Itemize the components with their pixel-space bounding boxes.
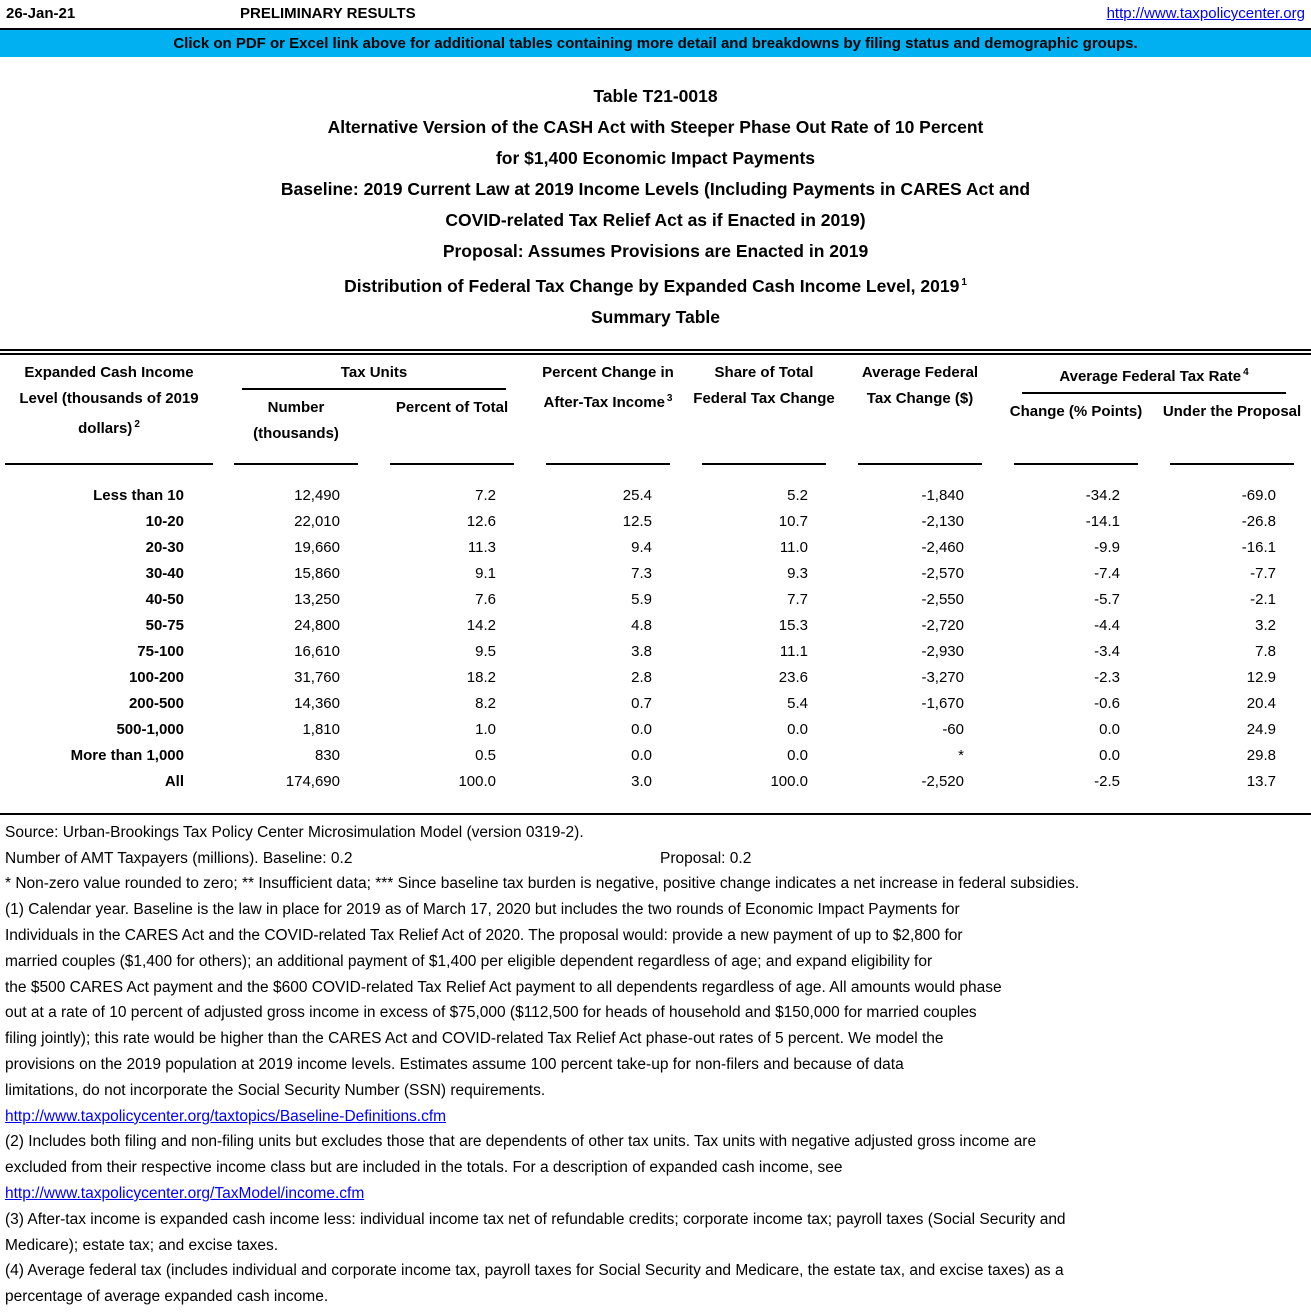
title-line: COVID-related Tax Relief Act as if Enacted in 2019) <box>445 210 866 230</box>
value-cell: 23.6 <box>778 668 808 686</box>
income-level-cell: More than 1,000 <box>70 746 184 764</box>
header-group-tax-units <box>218 355 530 465</box>
footnote-line: filing jointly); this rate would be higher than the CARES Act and COVID-related Tax Relief Act phase-out rates of 5 percent. We model the <box>5 1030 944 1048</box>
value-cell: 9.1 <box>475 564 496 582</box>
value-cell: -2.5 <box>1094 772 1120 790</box>
value-cell: 8.2 <box>475 694 496 712</box>
value-cell: -1,670 <box>921 694 964 712</box>
summary-table <box>0 349 1311 815</box>
amt-baseline-value: Number of AMT Taxpayers (millions). Baseline: 0.2 <box>5 849 353 867</box>
footnote-line: the $500 CARES Act payment and the $600 COVID-related Tax Relief Act payment to all dependents regardless of age. All amounts would phase <box>5 978 1002 996</box>
value-cell: -2,520 <box>921 772 964 790</box>
header-pct-change-after-tax <box>530 355 686 465</box>
footnote-line: provisions on the 2019 population at 2019 income levels. Estimates assume 100 percent take-up for non-filers and because of data <box>5 1056 904 1073</box>
value-cell: 24.9 <box>1246 720 1276 738</box>
value-cell: 31,760 <box>294 668 340 686</box>
footnote-line: (4) Average federal tax (includes individual and corporate income tax, payroll taxes for Social Security and Medicare, the estate tax, and excise taxes) as a <box>5 1262 1064 1280</box>
header-underline <box>1014 463 1138 465</box>
income-level-cell: 20-30 <box>145 538 184 556</box>
table-row <box>0 691 1311 717</box>
footnote-ref-4: 4 <box>1243 366 1249 378</box>
header-underline <box>390 463 514 465</box>
table-header <box>0 355 1311 465</box>
value-cell: 100.0 <box>458 772 496 790</box>
footnote-ref-3: 3 <box>666 392 673 404</box>
table-row <box>0 613 1311 639</box>
value-cell: -2.3 <box>1094 668 1120 686</box>
value-cell: -4.4 <box>1094 616 1120 634</box>
income-level-cell: 40-50 <box>145 590 184 608</box>
amt-taxpayers-line <box>5 846 1311 872</box>
footnote-line: * Non-zero value rounded to zero; ** Insufficient data; *** Since baseline tax burden is negative, positive change indicates a net increase in federal subsidies. <box>5 875 1080 893</box>
header-number-thousands: Number (thousands) <box>218 390 374 465</box>
income-level-cell: Less than 10 <box>93 486 184 504</box>
footnote-line: (1) Calendar year. Baseline is the law in place for 2019 as of March 17, 2020 but includes the two rounds of Economic Impact Payments for <box>5 901 960 919</box>
value-cell: -5.7 <box>1094 590 1120 608</box>
value-cell: 13,250 <box>294 590 340 608</box>
table-row <box>0 509 1311 535</box>
source-line: Source: Urban-Brookings Tax Policy Center Microsimulation Model (version 0319-2). <box>5 823 584 841</box>
value-cell: -3.4 <box>1094 642 1120 660</box>
footnote-link[interactable]: http://www.taxpolicycenter.org/TaxModel/income.cfm <box>5 1184 365 1202</box>
value-cell: -69.0 <box>1241 486 1276 504</box>
value-cell: 11.0 <box>779 538 808 556</box>
header-tax-units-label: Tax Units <box>340 363 408 381</box>
value-cell: 9.4 <box>631 538 652 556</box>
value-cell: 0.0 <box>787 720 808 738</box>
value-cell: 9.5 <box>475 642 496 660</box>
value-cell: -60 <box>942 720 964 738</box>
value-cell: 22,010 <box>294 512 340 530</box>
value-cell: -7.7 <box>1250 564 1276 582</box>
footnote-line: limitations, do not incorporate the Social Security Number (SSN) requirements. <box>5 1081 546 1099</box>
header-income-level-label: Expanded Cash Income Level (thousands of 2019 dollars) <box>19 363 199 437</box>
taxpolicycenter-link[interactable]: http://www.taxpolicycenter.org <box>1106 5 1305 22</box>
value-cell: -2,130 <box>921 512 964 530</box>
table-body <box>0 483 1311 795</box>
value-cell: 0.0 <box>1099 746 1120 764</box>
value-cell: -2,570 <box>921 564 964 582</box>
footnote-line: percentage of average expanded cash income. <box>5 1288 329 1306</box>
value-cell: 24,800 <box>294 616 340 634</box>
table-row <box>0 535 1311 561</box>
title-block <box>0 81 1311 333</box>
value-cell: 4.8 <box>631 616 652 634</box>
value-cell: 11.1 <box>779 642 808 660</box>
value-cell: 830 <box>314 746 340 764</box>
table-row <box>0 665 1311 691</box>
value-cell: 25.4 <box>622 486 652 504</box>
header-income-level <box>0 355 218 465</box>
value-cell: -26.8 <box>1241 512 1276 530</box>
title-line: Alternative Version of the CASH Act with Steeper Phase Out Rate of 10 Percent <box>327 117 984 137</box>
value-cell: 12,490 <box>294 486 340 504</box>
table-row <box>0 561 1311 587</box>
income-level-cell: 500-1,000 <box>116 720 184 738</box>
value-cell: -34.2 <box>1085 486 1120 504</box>
header-underline <box>234 463 358 465</box>
footnote-lines <box>5 871 1311 1310</box>
info-banner-text: Click on PDF or Excel link above for additional tables containing more detail and breakdowns by filing status and demographic groups. <box>173 35 1138 52</box>
value-cell: -9.9 <box>1094 538 1120 556</box>
value-cell: 100.0 <box>770 772 808 790</box>
value-cell: 7.2 <box>475 486 496 504</box>
value-cell: 0.0 <box>1099 720 1120 738</box>
value-cell: -2.1 <box>1250 590 1276 608</box>
header-share-of-total: Share of Total Federal Tax Change <box>686 355 842 465</box>
value-cell: * <box>958 746 964 764</box>
income-level-cell: 30-40 <box>145 564 184 582</box>
value-cell: 7.6 <box>475 590 496 608</box>
footnote-ref-1: 1 <box>961 277 967 288</box>
value-cell: -1,840 <box>921 486 964 504</box>
header-under-the-proposal: Under the Proposal <box>1154 394 1310 465</box>
header-underline <box>858 463 982 465</box>
value-cell: 1.0 <box>475 720 496 738</box>
value-cell: 0.0 <box>631 720 652 738</box>
header-pct-change-label: Percent Change in After-Tax Income <box>542 363 674 411</box>
value-cell: 15,860 <box>294 564 340 582</box>
income-level-cell: 200-500 <box>128 694 184 712</box>
value-cell: -0.6 <box>1094 694 1120 712</box>
value-cell: 12.9 <box>1246 668 1276 686</box>
value-cell: 0.7 <box>631 694 652 712</box>
value-cell: -16.1 <box>1241 538 1276 556</box>
value-cell: 10.7 <box>778 512 808 530</box>
title-line: Summary Table <box>590 306 721 327</box>
info-banner <box>0 30 1311 57</box>
income-level-cell: 50-75 <box>145 616 184 634</box>
value-cell: 2.8 <box>631 668 652 686</box>
title-line: Distribution of Federal Tax Change by Expanded Cash Income Level, 2019 $^1$ <box>344 275 967 296</box>
table-row <box>0 743 1311 769</box>
footnotes <box>0 815 1311 1310</box>
value-cell: -2,720 <box>921 616 964 634</box>
header-change-pct-points: Change (% Points) <box>998 394 1154 465</box>
table-row <box>0 717 1311 743</box>
value-cell: 20.4 <box>1246 694 1276 712</box>
value-cell: 16,610 <box>294 642 340 660</box>
value-cell: 15.3 <box>778 616 808 634</box>
value-cell: 12.6 <box>466 512 496 530</box>
title-line: for $1,400 Economic Impact Payments <box>495 148 816 168</box>
income-level-cell: 100-200 <box>128 668 184 686</box>
header-avg-federal-tax-change: Average Federal Tax Change ($) <box>842 355 998 465</box>
value-cell: 7.3 <box>631 564 652 582</box>
footnote-line: out at a rate of 10 percent of adjusted gross income in excess of $75,000 ($112,500 for heads of household and $150,000 for married couples <box>5 1004 977 1022</box>
footnote-line: married couples ($1,400 for others); an additional payment of $1,400 per eligible dependent regardless of age; and expand eligibility for <box>5 952 933 970</box>
footnote-ref-2: 2 <box>134 418 140 430</box>
preliminary-results-label: PRELIMINARY RESULTS <box>240 5 416 22</box>
title-line: Table T21-0018 <box>593 86 718 106</box>
value-cell: -2,460 <box>921 538 964 556</box>
value-cell: -14.1 <box>1085 512 1120 530</box>
value-cell: 1,810 <box>302 720 340 738</box>
footnote-line: Individuals in the CARES Act and the COVID-related Tax Relief Act of 2020. The proposal would: provide a new payment of up to $2,800 for <box>5 927 963 945</box>
value-cell: 11.3 <box>467 538 496 556</box>
amt-proposal-value: Proposal: 0.2 <box>660 849 752 867</box>
value-cell: 29.8 <box>1246 746 1276 764</box>
value-cell: 14,360 <box>294 694 340 712</box>
header-underline <box>702 463 826 465</box>
value-cell: 19,660 <box>294 538 340 556</box>
value-cell: 7.8 <box>1255 642 1276 660</box>
value-cell: 14.2 <box>466 616 496 634</box>
footnote-line: Medicare); estate tax; and excise taxes. <box>5 1236 279 1254</box>
value-cell: 0.5 <box>475 746 496 764</box>
value-cell: 5.4 <box>787 694 808 712</box>
footnote-line: excluded from their respective income class but are included in the totals. For a description of expanded cash income, see <box>5 1159 843 1177</box>
report-date: 26-Jan-21 <box>6 5 76 22</box>
header-group-avg-federal-tax-rate <box>998 355 1310 465</box>
title-line: Proposal: Assumes Provisions are Enacted in 2019 <box>442 241 869 261</box>
value-cell: 9.3 <box>787 564 808 582</box>
income-level-cell: 75-100 <box>137 642 184 660</box>
value-cell: 13.7 <box>1246 772 1276 790</box>
value-cell: 5.2 <box>787 486 808 504</box>
value-cell: 174,690 <box>285 772 340 790</box>
value-cell: 18.2 <box>466 668 496 686</box>
header-underline <box>5 463 213 465</box>
value-cell: 5.9 <box>631 590 652 608</box>
value-cell: 3.2 <box>1255 616 1276 634</box>
value-cell: -3,270 <box>921 668 964 686</box>
footnote-link[interactable]: http://www.taxpolicycenter.org/taxtopics/Baseline-Definitions.cfm <box>5 1107 447 1125</box>
value-cell: 0.0 <box>787 746 808 764</box>
value-cell: 7.7 <box>787 590 808 608</box>
value-cell: 0.0 <box>631 746 652 764</box>
table-row <box>0 639 1311 665</box>
value-cell: 12.5 <box>622 512 652 530</box>
income-level-cell: All <box>164 772 184 790</box>
value-cell: 3.8 <box>631 642 652 660</box>
header-avg-rate-label: Average Federal Tax Rate <box>1059 367 1242 385</box>
table-row <box>0 769 1311 795</box>
value-cell: -2,550 <box>921 590 964 608</box>
value-cell: -7.4 <box>1094 564 1120 582</box>
value-cell: -2,930 <box>921 642 964 660</box>
income-level-cell: 10-20 <box>145 512 184 530</box>
table-row <box>0 483 1311 509</box>
header-underline <box>546 463 670 465</box>
value-cell: 3.0 <box>631 772 652 790</box>
footnote-line: (3) After-tax income is expanded cash income less: individual income tax net of refundable credits; corporate income tax; payroll taxes (Social Security and <box>5 1210 1066 1228</box>
header-percent-of-total: Percent of Total <box>374 390 530 465</box>
title-line: Baseline: 2019 Current Law at 2019 Income Levels (Including Payments in CARES Act and <box>280 179 1031 199</box>
table-row <box>0 587 1311 613</box>
header-underline <box>1170 463 1294 465</box>
top-bar <box>0 0 1311 30</box>
footnote-line: (2) Includes both filing and non-filing units but excludes those that are dependents of other tax units. Tax units with negative adjusted gross income are <box>5 1133 1037 1151</box>
